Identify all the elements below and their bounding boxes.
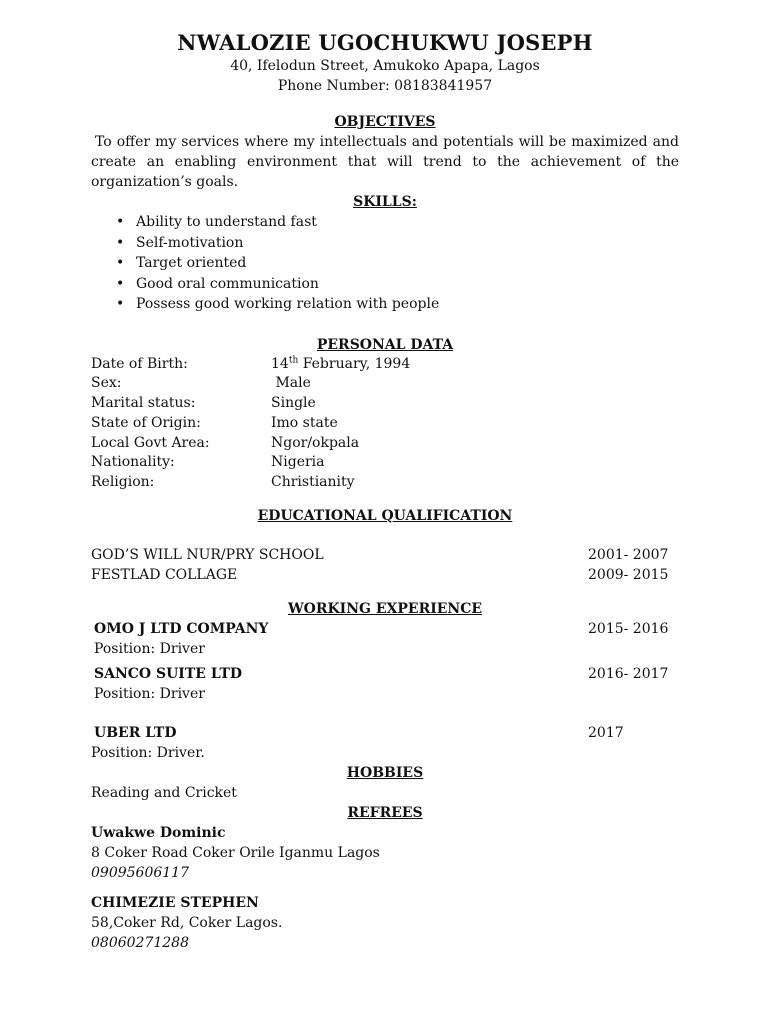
list-item xyxy=(91,253,679,274)
company-name: UBER LTD xyxy=(94,725,177,742)
skill-text: Good oral communication xyxy=(136,275,319,292)
job-years: 2017 xyxy=(588,725,624,742)
table-row xyxy=(91,394,679,414)
dob-value xyxy=(271,355,410,375)
skill-text: Ability to understand fast xyxy=(136,214,317,230)
referee-address: 58,Coker Rd, Coker Lagos. xyxy=(91,915,283,932)
list-item xyxy=(91,212,679,233)
dob-suffix: th xyxy=(288,354,299,365)
education-heading: EDUCATIONAL QUALIFICATION xyxy=(257,508,513,525)
company-name: OMO J LTD COMPANY xyxy=(94,621,269,638)
personal-data-heading: PERSONAL DATA xyxy=(316,336,454,353)
religion-value: Christianity xyxy=(271,474,355,491)
lga-value: Ngor/okpala xyxy=(271,434,360,451)
state-of-origin-label: State of Origin: xyxy=(91,414,201,431)
dob-label: Date of Birth: xyxy=(91,355,188,372)
skill-text: Target oriented xyxy=(136,255,247,271)
skills-heading: SKILLS: xyxy=(353,194,417,210)
school-name: GOD’S WILL NUR/PRY SCHOOL xyxy=(91,547,324,564)
table-row xyxy=(91,545,679,565)
table-row xyxy=(91,434,679,454)
skill-text: Possess good working relation with people xyxy=(136,296,440,312)
skills-list xyxy=(91,212,679,315)
referee-phone: 08060271288 xyxy=(91,935,189,952)
objectives-text: To offer my services where my intellectuals and potentials will be maximized and create an enabling environment that will trend to the achievement of the organization’s goals. xyxy=(91,134,679,190)
job-years: 2016- 2017 xyxy=(588,666,669,683)
referee-name: CHIMEZIE STEPHEN xyxy=(91,895,259,912)
lga-label: Local Govt Area: xyxy=(91,434,210,451)
job-row xyxy=(91,664,679,684)
applicant-phone: Phone Number: 08183841957 xyxy=(277,78,493,94)
school-name: FESTLAD COLLAGE xyxy=(91,567,238,584)
school-years: 2009- 2015 xyxy=(588,567,669,584)
bullet-icon: • xyxy=(116,255,125,271)
bullet-icon: • xyxy=(116,214,125,230)
referees-heading: REFREES xyxy=(347,805,423,822)
company-name: SANCO SUITE LTD xyxy=(94,666,243,683)
nationality-value: Nigeria xyxy=(271,454,325,471)
referee-name: Uwakwe Dominic xyxy=(91,825,226,842)
job-row xyxy=(91,723,679,743)
table-row xyxy=(91,453,679,473)
resume-page xyxy=(91,30,679,953)
school-years: 2001- 2007 xyxy=(588,547,669,564)
list-item xyxy=(91,233,679,254)
referee-address: 8 Coker Road Coker Orile Iganmu Lagos xyxy=(91,845,380,862)
dob-day: 14 xyxy=(271,355,289,372)
table-row xyxy=(91,355,679,375)
list-item xyxy=(91,294,679,315)
applicant-name: NWALOZIE UGOCHUKWU JOSEPH xyxy=(177,30,593,55)
religion-label: Religion: xyxy=(91,474,155,491)
table-row xyxy=(91,414,679,434)
job-position: Position: Driver xyxy=(94,641,205,658)
nationality-label: Nationality: xyxy=(91,454,175,471)
hobbies-text: Reading and Cricket xyxy=(91,785,237,802)
marital-status-value: Single xyxy=(271,395,316,412)
state-of-origin-value: Imo state xyxy=(271,414,338,431)
table-row xyxy=(91,565,679,585)
skill-text: Self-motivation xyxy=(136,234,244,251)
sex-value: Male xyxy=(271,375,311,392)
job-position: Position: Driver. xyxy=(91,745,205,762)
objectives-heading: OBJECTIVES xyxy=(334,114,436,130)
table-row xyxy=(91,374,679,394)
table-row xyxy=(91,473,679,493)
job-years: 2015- 2016 xyxy=(588,621,669,638)
dob-month-year: February, 1994 xyxy=(298,355,411,372)
marital-status-label: Marital status: xyxy=(91,395,196,412)
bullet-icon: • xyxy=(116,234,125,251)
job-row xyxy=(91,619,679,639)
bullet-icon: • xyxy=(116,296,125,312)
experience-heading: WORKING EXPERIENCE xyxy=(287,601,483,618)
list-item xyxy=(91,274,679,295)
referee-phone: 09095606117 xyxy=(91,865,189,882)
job-position: Position: Driver xyxy=(94,686,205,703)
applicant-address: 40, Ifelodun Street, Amukoko Apapa, Lagos xyxy=(230,58,540,74)
hobbies-heading: HOBBIES xyxy=(346,765,424,782)
sex-label: Sex: xyxy=(91,375,122,392)
bullet-icon: • xyxy=(116,275,125,292)
